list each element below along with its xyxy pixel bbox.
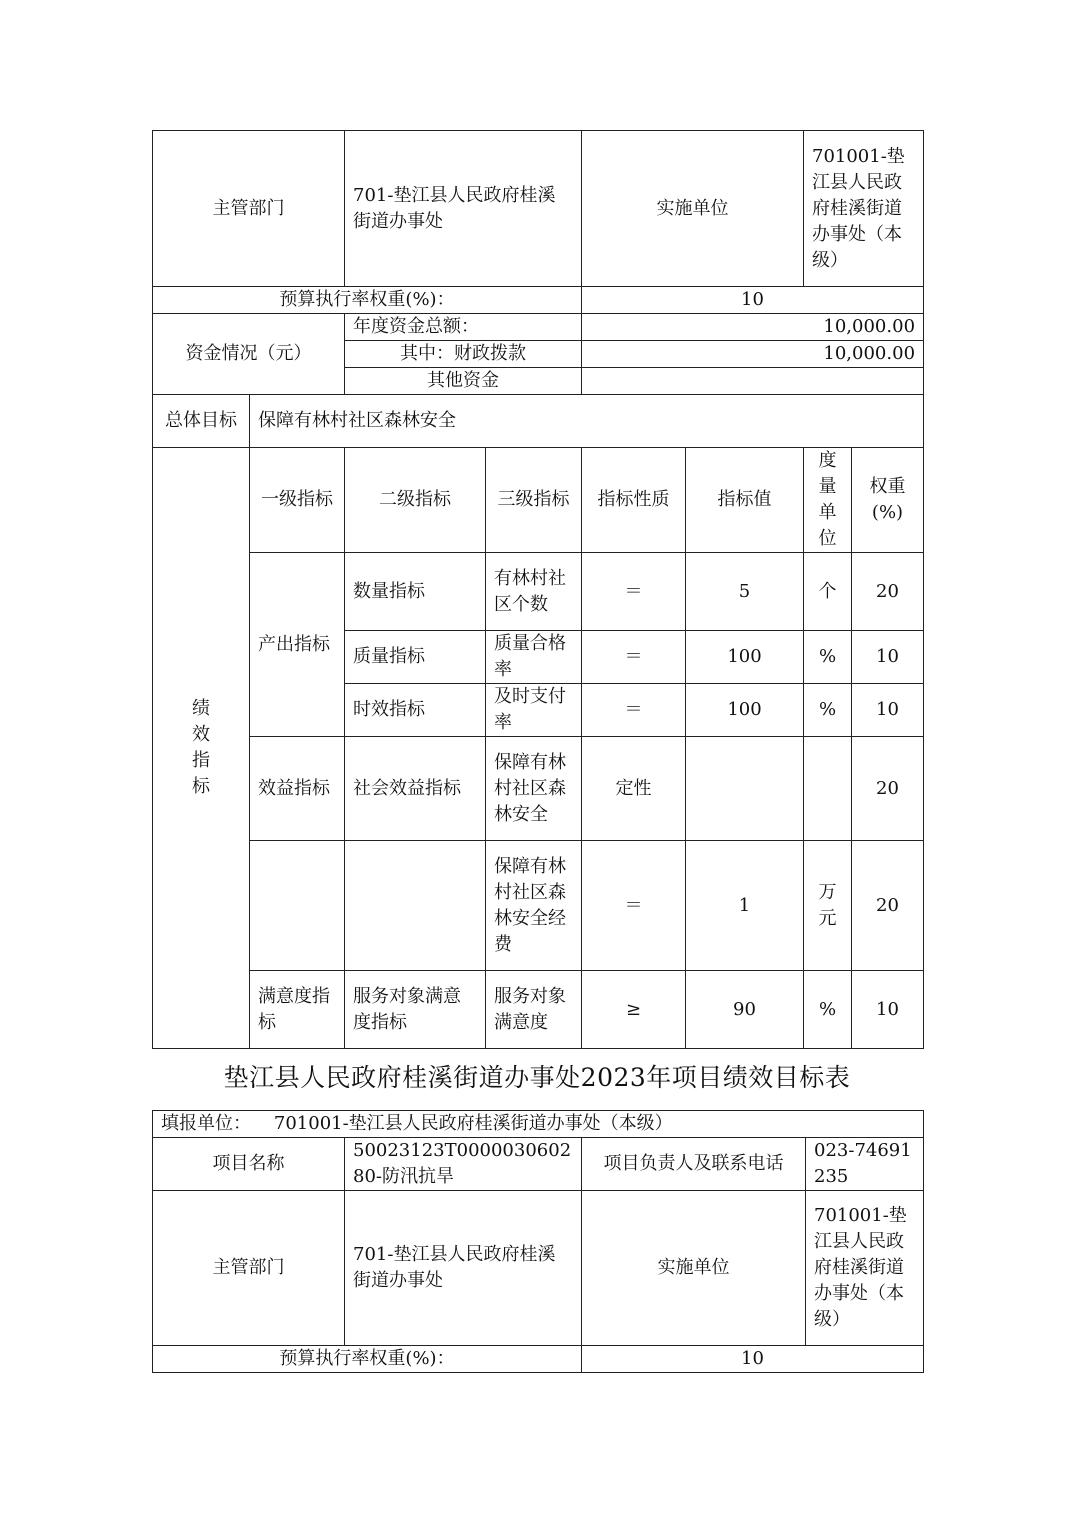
goal-value: 保障有林村社区森林安全	[250, 395, 924, 448]
nature-cell: ＝	[582, 684, 686, 737]
level3-cell: 服务对象满意度	[486, 971, 582, 1049]
value-cell: 1	[686, 841, 804, 971]
nature-cell: 定性	[582, 737, 686, 841]
level2-cell: 数量指标	[345, 553, 486, 631]
filler-row	[153, 1111, 924, 1138]
fiscal-value: 10,000.00	[582, 341, 924, 368]
header-level1: 一级指标	[250, 448, 345, 553]
header-level3: 三级指标	[486, 448, 582, 553]
level3-cell: 有林村社区个数	[486, 553, 582, 631]
impl-value: 701001-垫江县人民政府桂溪街道办事处（本级）	[804, 131, 924, 287]
satisfaction-label: 满意度指标	[250, 971, 345, 1049]
value-cell: 100	[686, 631, 804, 684]
level3-cell: 保障有林村社区森林安全	[486, 737, 582, 841]
project-name-label: 项目名称	[153, 1138, 345, 1191]
level3-cell: 质量合格率	[486, 631, 582, 684]
level2-cell	[345, 841, 486, 971]
nature-cell: ≥	[582, 971, 686, 1049]
level2-cell: 时效指标	[345, 684, 486, 737]
impl-label: 实施单位	[582, 1191, 806, 1346]
other-value	[582, 368, 924, 395]
header-nature: 指标性质	[582, 448, 686, 553]
goal-label: 总体目标	[153, 395, 250, 448]
output-label: 产出指标	[250, 553, 345, 737]
table-row	[153, 971, 924, 1049]
budget-weight-label: 预算执行率权重(%)：	[153, 1346, 582, 1373]
value-cell: 90	[686, 971, 804, 1049]
weight-cell: 10	[852, 971, 924, 1049]
header-value: 指标值	[686, 448, 804, 553]
unit-cell: 个	[804, 553, 852, 631]
weight-cell: 20	[852, 841, 924, 971]
dept-value: 701-垫江县人民政府桂溪街道办事处	[345, 1191, 582, 1346]
table-row	[153, 737, 924, 841]
table-row	[153, 553, 924, 631]
budget-weight-label: 预算执行率权重(%)：	[153, 287, 582, 314]
nature-cell: ＝	[582, 553, 686, 631]
budget-weight-value: 10	[582, 1346, 924, 1373]
page-title: 垫江县人民政府桂溪街道办事处2023年项目绩效目标表	[223, 1063, 851, 1092]
benefit-label: 效益指标	[250, 737, 345, 841]
project-name-value: 50023123T000003060280-防汛抗旱	[345, 1138, 582, 1191]
contact-label: 项目负责人及联系电话	[582, 1138, 806, 1191]
value-cell: 100	[686, 684, 804, 737]
dept-value: 701-垫江县人民政府桂溪街道办事处	[345, 131, 582, 287]
level2-cell: 社会效益指标	[345, 737, 486, 841]
level2-cell: 质量指标	[345, 631, 486, 684]
header-level2: 二级指标	[345, 448, 486, 553]
value-cell: 5	[686, 553, 804, 631]
contact-value: 023-74691235	[806, 1138, 924, 1191]
weight-cell: 20	[852, 737, 924, 841]
nature-cell: ＝	[582, 631, 686, 684]
annual-total-value: 10,000.00	[582, 314, 924, 341]
impl-label: 实施单位	[582, 131, 804, 287]
table-row	[153, 841, 924, 971]
weight-cell: 10	[852, 684, 924, 737]
other-label: 其他资金	[345, 368, 582, 395]
filler-value: 701001-垫江县人民政府桂溪街道办事处（本级）	[273, 1113, 673, 1134]
performance-table-2	[152, 1110, 924, 1373]
header-weight: 权重(%)	[852, 448, 924, 553]
perf-label: 绩效指标	[153, 448, 250, 1049]
unit-cell: %	[804, 971, 852, 1049]
fiscal-label: 其中：财政拨款	[345, 341, 582, 368]
budget-weight-value: 10	[582, 287, 924, 314]
unit-cell: %	[804, 631, 852, 684]
unit-cell: %	[804, 684, 852, 737]
level3-cell: 保障有林村社区森林安全经费	[486, 841, 582, 971]
dept-label: 主管部门	[153, 131, 345, 287]
performance-table-1	[152, 130, 924, 1049]
level2-cell: 服务对象满意度指标	[345, 971, 486, 1049]
level1-empty-cell	[250, 841, 345, 971]
weight-cell: 20	[852, 553, 924, 631]
unit-cell: 万元	[804, 841, 852, 971]
level3-cell: 及时支付率	[486, 684, 582, 737]
dept-label: 主管部门	[153, 1191, 345, 1346]
annual-total-label: 年度资金总额：	[345, 314, 582, 341]
unit-cell	[804, 737, 852, 841]
weight-cell: 10	[852, 631, 924, 684]
filler-label: 填报单位：	[161, 1113, 251, 1134]
nature-cell: ＝	[582, 841, 686, 971]
funds-label: 资金情况（元）	[153, 314, 345, 395]
header-unit: 度量单位	[804, 448, 852, 553]
impl-value: 701001-垫江县人民政府桂溪街道办事处（本级）	[806, 1191, 924, 1346]
value-cell	[686, 737, 804, 841]
